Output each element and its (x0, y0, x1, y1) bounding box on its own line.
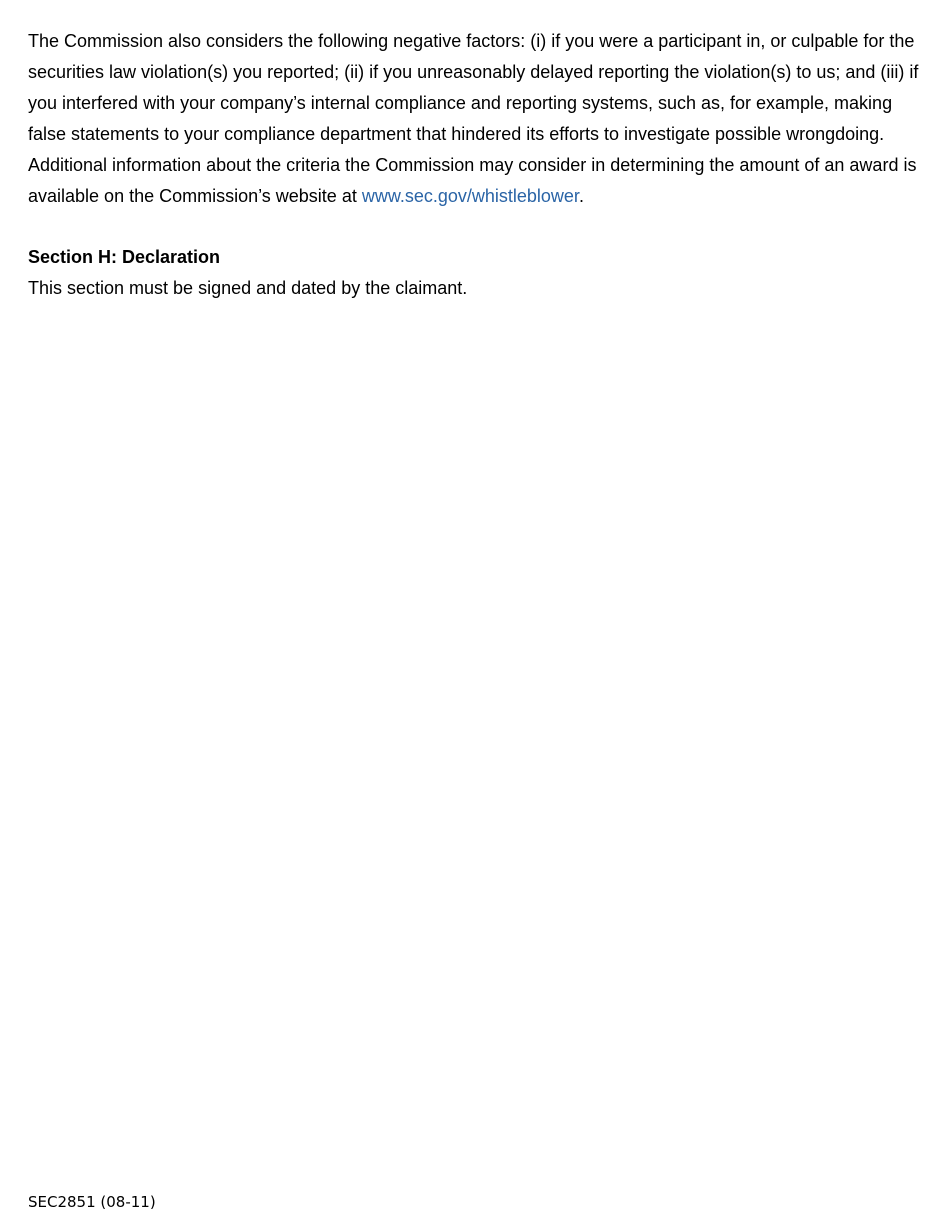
paragraph-end-period: . (578, 186, 584, 206)
form-footer-id: SEC2851 (08-11) (28, 1193, 156, 1211)
whistleblower-website-link[interactable]: www.sec.gov/whistleblower (361, 186, 579, 206)
section-h-instruction: This section must be signed and dated by the claimant. (28, 278, 468, 298)
document-body (28, 26, 922, 304)
negative-factors-paragraph (28, 26, 922, 212)
negative-factors-text: The Commission also considers the following negative factors: (i) if you were a participant in, or culpable for the securities law violation(s) you reported; (ii) if you unreasonably delayed reporting the violation(s) to us; and (iii) if you interfered with your company’s internal compliance and reporting systems, such as, for example, making false statements to your compliance department that hindered its efforts to investigate possible wrongdoing. Additional information about the criteria the Commission may consider in determining the amount of an award is available on the Commission’s website at (28, 31, 919, 206)
section-h-heading: Section H: Declaration (28, 247, 221, 267)
